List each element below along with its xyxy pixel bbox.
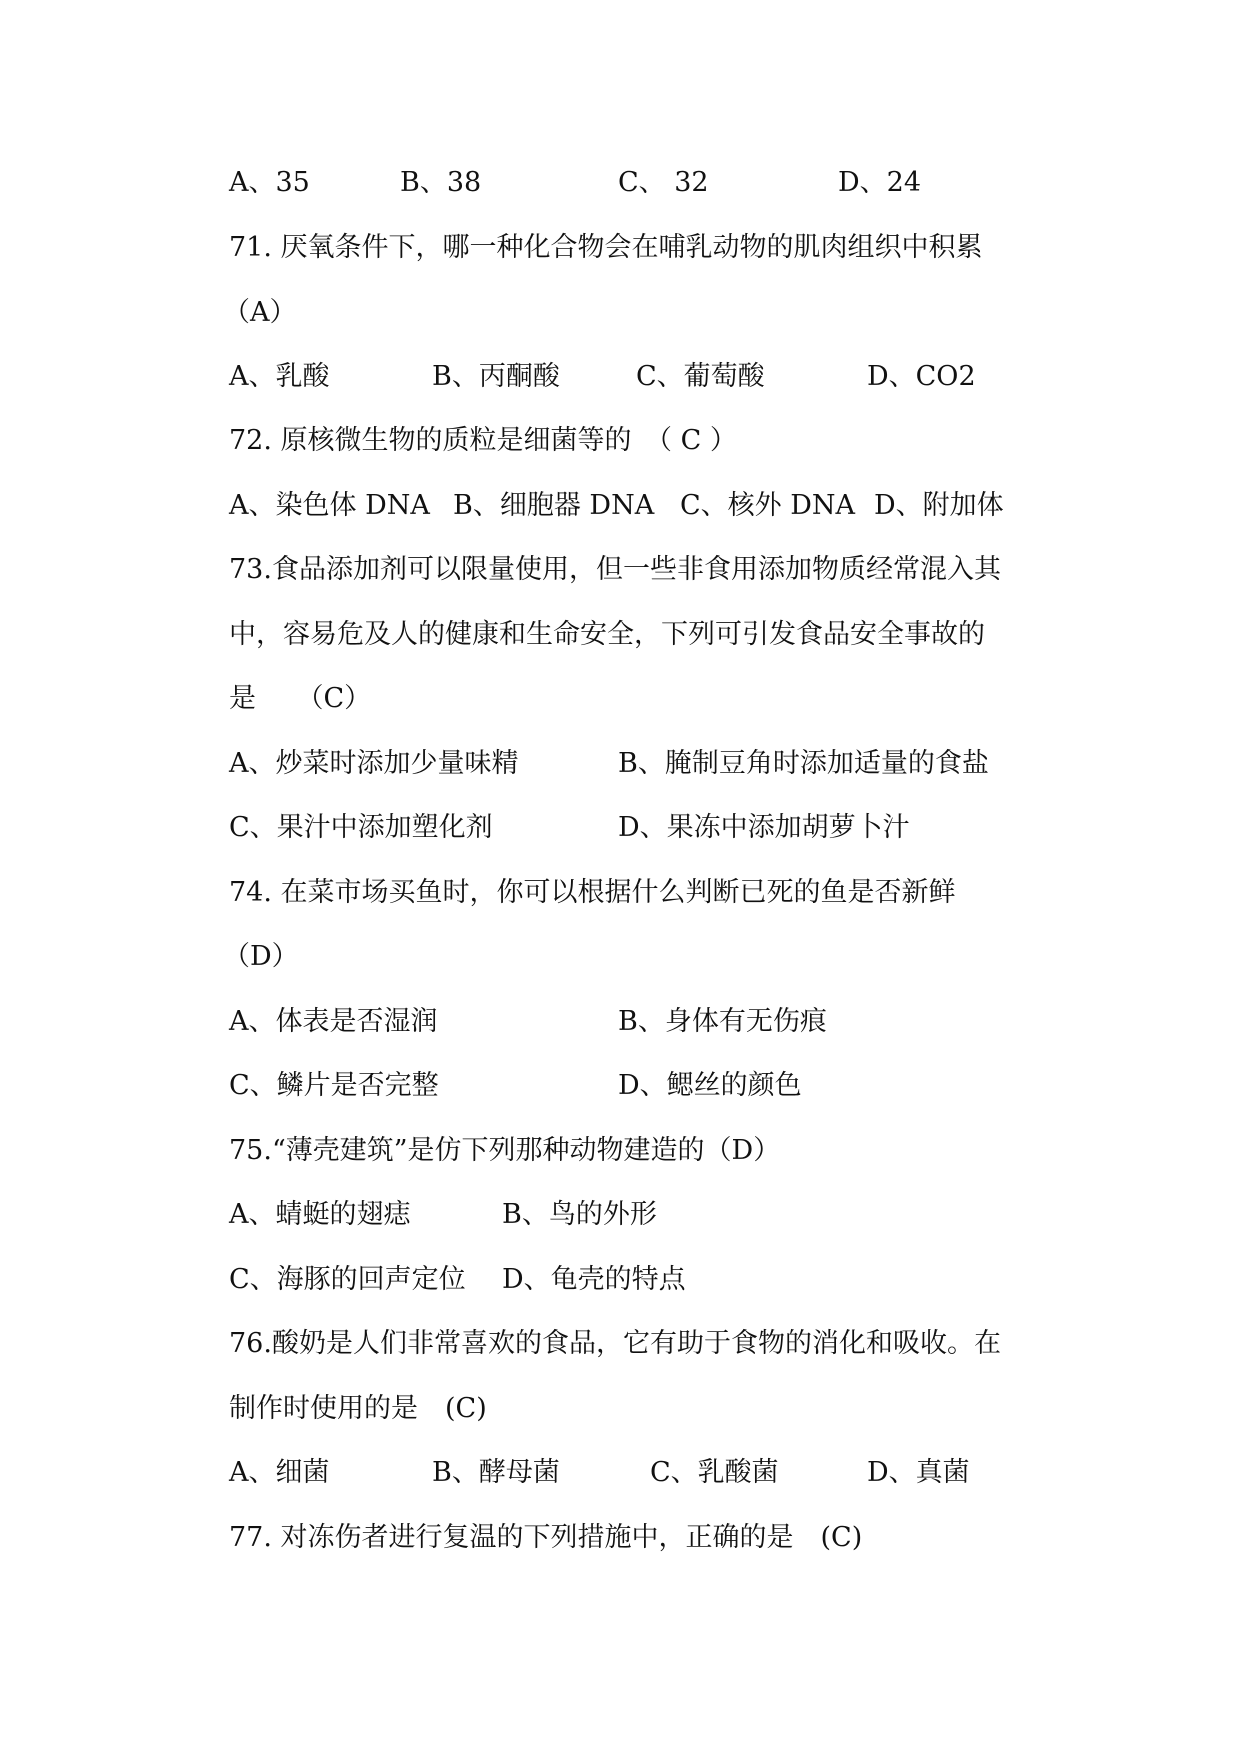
option-d: D、CO2 [867, 361, 976, 392]
question-stem-line-1: 73.食品添加剂可以限量使用，但一些非食用添加物质经常混入其 [229, 554, 1001, 585]
option-a: A、蜻蜓的翅痣 [229, 1199, 411, 1230]
question-stem: 74. 在菜市场买鱼时，你可以根据什么判断已死的鱼是否新鲜 [229, 877, 956, 908]
question-stem: 75.“薄壳建筑”是仿下列那种动物建造的（D） [229, 1135, 781, 1166]
option-d: D、龟壳的特点 [502, 1264, 686, 1295]
option-d: D、果冻中添加胡萝卜汁 [618, 812, 910, 843]
option-b: B、身体有无伤痕 [618, 1006, 827, 1037]
option-b: B、细胞器 DNA [453, 490, 655, 521]
question-stem-line-2: 制作时使用的是 (C) [229, 1393, 487, 1424]
option-c: C、乳酸菌 [650, 1457, 779, 1488]
option-b: B、鸟的外形 [502, 1199, 657, 1230]
option-d: D、附加体 [874, 490, 1004, 521]
question-stem-line-2: 中，容易危及人的健康和生命安全，下列可引发食品安全事故的 [229, 619, 985, 650]
question-answer: （D） [223, 941, 299, 972]
option-c: C、海豚的回声定位 [229, 1264, 466, 1295]
option-a: A、染色体 DNA [229, 490, 430, 521]
option-c: C、核外 DNA [680, 490, 856, 521]
option-d: D、真菌 [867, 1457, 970, 1488]
question-stem: 72. 原核微生物的质粒是细菌等的 （ C ） [229, 425, 737, 456]
option-c: C、葡萄酸 [636, 361, 765, 392]
option-c: C、 32 [618, 167, 709, 198]
question-stem: 71. 厌氧条件下，哪一种化合物会在哺乳动物的肌肉组织中积累 [229, 232, 983, 263]
option-a: A、体表是否湿润 [229, 1006, 438, 1037]
option-c: C、鳞片是否完整 [229, 1070, 439, 1101]
option-a: A、细菌 [229, 1457, 330, 1488]
question-answer: （A） [223, 297, 297, 328]
option-b: B、酵母菌 [432, 1457, 560, 1488]
question-stem: 77. 对冻伤者进行复温的下列措施中，正确的是 (C) [229, 1522, 863, 1553]
option-a: A、炒菜时添加少量味精 [229, 748, 519, 779]
option-b: B、38 [400, 167, 482, 198]
option-b: B、腌制豆角时添加适量的食盐 [618, 748, 989, 779]
question-stem-line-1: 76.酸奶是人们非常喜欢的食品，它有助于食物的消化和吸收。在 [229, 1328, 1001, 1359]
option-c: C、果汁中添加塑化剂 [229, 812, 493, 843]
option-a: A、35 [229, 167, 310, 198]
option-d: D、鳃丝的颜色 [618, 1070, 802, 1101]
question-stem-line-3: 是 （C） [229, 683, 372, 714]
option-a: A、乳酸 [229, 361, 330, 392]
option-d: D、24 [838, 167, 922, 198]
option-b: B、丙酮酸 [432, 361, 560, 392]
